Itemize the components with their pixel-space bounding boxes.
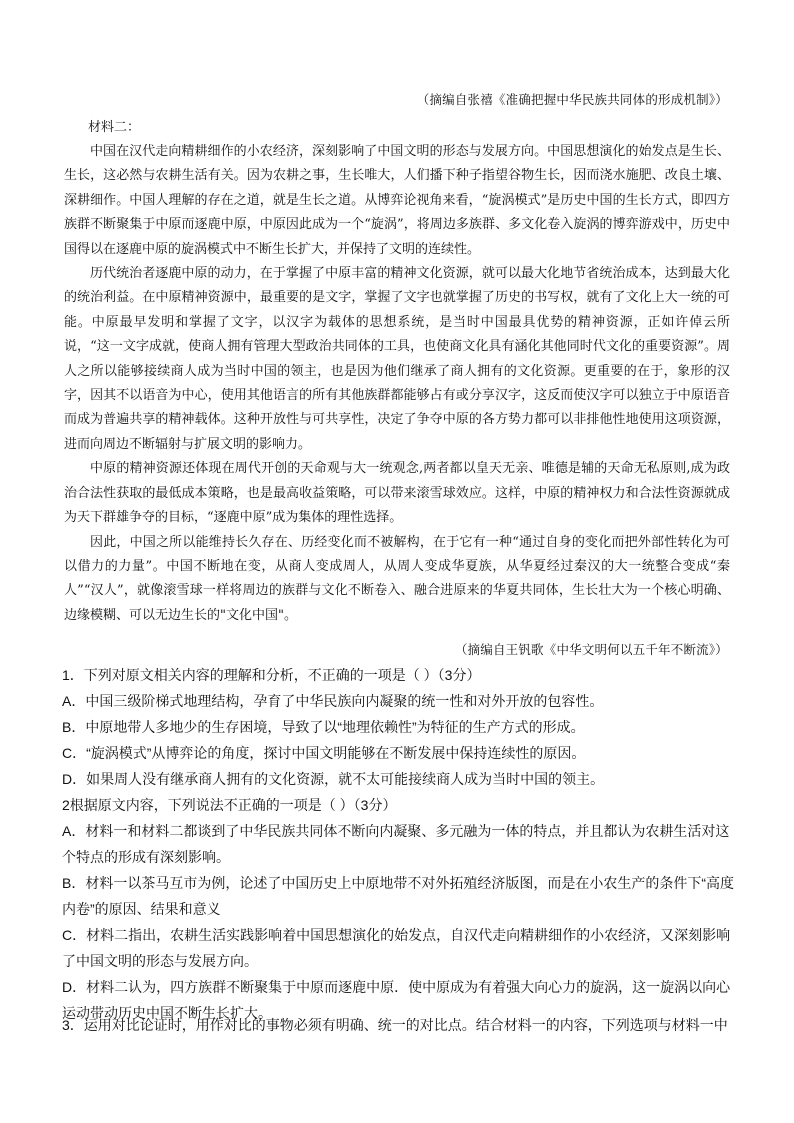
- question-stem: 1．下列对原文相关内容的理解和分析，不正确的一项是（ ）（3分）: [62, 667, 481, 683]
- option-a[interactable]: A．中国三级阶梯式地理结构，孕育了中华民族向内凝聚的统一性和对外开放的包容性。: [62, 693, 604, 709]
- material-2-paragraph: 中国在汉代走向精耕细作的小农经济，深刻影响了中国文明的形态与发展方向。中国思想演化的始发点是生长、生长，这必然与农耕生活有关。因为农耕之事，生长唯大，人们播下种子指望谷物生长，因而浇水施肥、改良土壤、深耕细作。中国人理解的存在之道，就是生长之道。从博弈论视角来看，“旋涡模式”是历史中国的生长方式，即四方族群不断聚集于中原而逐鹿中原，中原因此成为一个“旋涡”，将周边多族群、多文化卷入旋涡的博弈游戏中，历史中国得以在逐鹿中原的旋涡模式中不断生长扩大，并保持了文明的连续性。: [64, 144, 730, 257]
- material-2-paragraph: 历代统治者逐鹿中原的动力，在于掌握了中原丰富的精神文化资源，就可以最大化地节省统治成本，达到最大化的统治利益。在中原精神资源中，最重要的是文字，掌握了文字也就掌握了历史的书写权，就有了文化上大一统的可能。中原最早发明和掌握了文字，以汉字为载体的思想系统，是当时中国最具优势的精神资源，正如许倬云所说，“这一文字成就，使商人拥有管理大型政治共同体的工具，也使商文化具有涵化其他同时代文化的重要资源”。周人之所以能够接续商人成为当时中国的领主，也是因为他们继承了商人拥有的文化资源。更重要的在于，象形的汉字，因其不以语音为中心，使用其他语言的所有其他族群都能够占有或分享汉字，这反而使汉字可以独立于中原语音而成为普遍共享的精神载体。这种开放性与可共享性，决定了争夺中原的各方势力都可以非排他性地使用这项资源，进而向周边不断辐射与扩展文明的影响力。: [64, 266, 730, 452]
- option-a[interactable]: A．材料一和材料二都谈到了中华民族共同体不断向内凝聚、多元融为一体的特点，并且都认为农耕生活对这个特点的形成有深刻影响。: [62, 823, 730, 865]
- option-c[interactable]: C．“旋涡模式”从博弈论的角度，探讨中国文明能够在不断发展中保持连续性的原因。: [62, 745, 586, 761]
- question-3: [62, 1012, 734, 1038]
- option-b[interactable]: B．材料一以茶马互市为例，论述了中国历史上中原地带不对外拓殖经济版图，而是在小农生产的条件下“高度内卷”的原因、结果和意义: [62, 875, 734, 917]
- material-2-body: [64, 140, 730, 628]
- material-2-paragraph: 中原的精神资源还体现在周代开创的天命观与大一统观念,两者都以皇天无亲、唯德是辅的天命无私原则,成为政治合法性获取的最低成本策略，也是最高收益策略，可以带来滚雪球效应。这样，中原的精神权力和合法性资源就成为天下群雄争夺的目标，“逐鹿中原”成为集体的理性选择。: [64, 461, 730, 526]
- option-d[interactable]: D．如果周人没有继承商人拥有的文化资源，就不太可能接续商人成为当时中国的领主。: [62, 771, 605, 787]
- question-stem: 2根据原文内容，下列说法不正确的一项是（ ）（3分）: [62, 797, 397, 813]
- question-stem: 3．运用对比论证时，用作对比的事物必须有明确、统一的对比点。结合材料一的内容，下列选项与材料一中: [62, 1017, 728, 1033]
- option-d[interactable]: D．材料二认为，四方族群不断聚集于中原而逐鹿中原．使中原成为有着强大向心力的旋涡，这一旋涡以向心运动带动历史中国不断生长扩大。: [62, 979, 731, 1021]
- question-1: [62, 662, 734, 792]
- option-c[interactable]: C．材料二指出，农耕生活实践影响着中国思想演化的始发点，自汉代走向精耕细作的小农经济，又深刻影响了中国文明的形态与发展方向。: [62, 927, 731, 969]
- option-b[interactable]: B．中原地带人多地少的生存困境，导致了以“地理依赖性”为特征的生产方式的形成。: [62, 719, 585, 735]
- source-citation-1: （摘编自张禧《准确把握中华民族共同体的形成机制》）: [416, 92, 728, 107]
- question-2: [62, 792, 734, 1026]
- material-2-paragraph: 因此，中国之所以能维持长久存在、历经变化而不被解构，在于它有一种“通过自身的变化而把外部性转化为可以借力的力量”。中国不断地在变，从商人变成周人，从周人变成华夏族，从华夏经过秦汉的大一统整合变成“秦人”“汉人”，就像滚雪球一样将周边的族群与文化不断卷入、融合进原来的华夏共同体，生长壮大为一个核心明确、边缘模糊、可以无边生长的"文化中国"。: [64, 534, 730, 623]
- source-citation-2: （摘编自王钒歌《中华文明何以五千年不断流》）: [454, 642, 728, 657]
- material-2-label: 材料二：: [88, 120, 141, 135]
